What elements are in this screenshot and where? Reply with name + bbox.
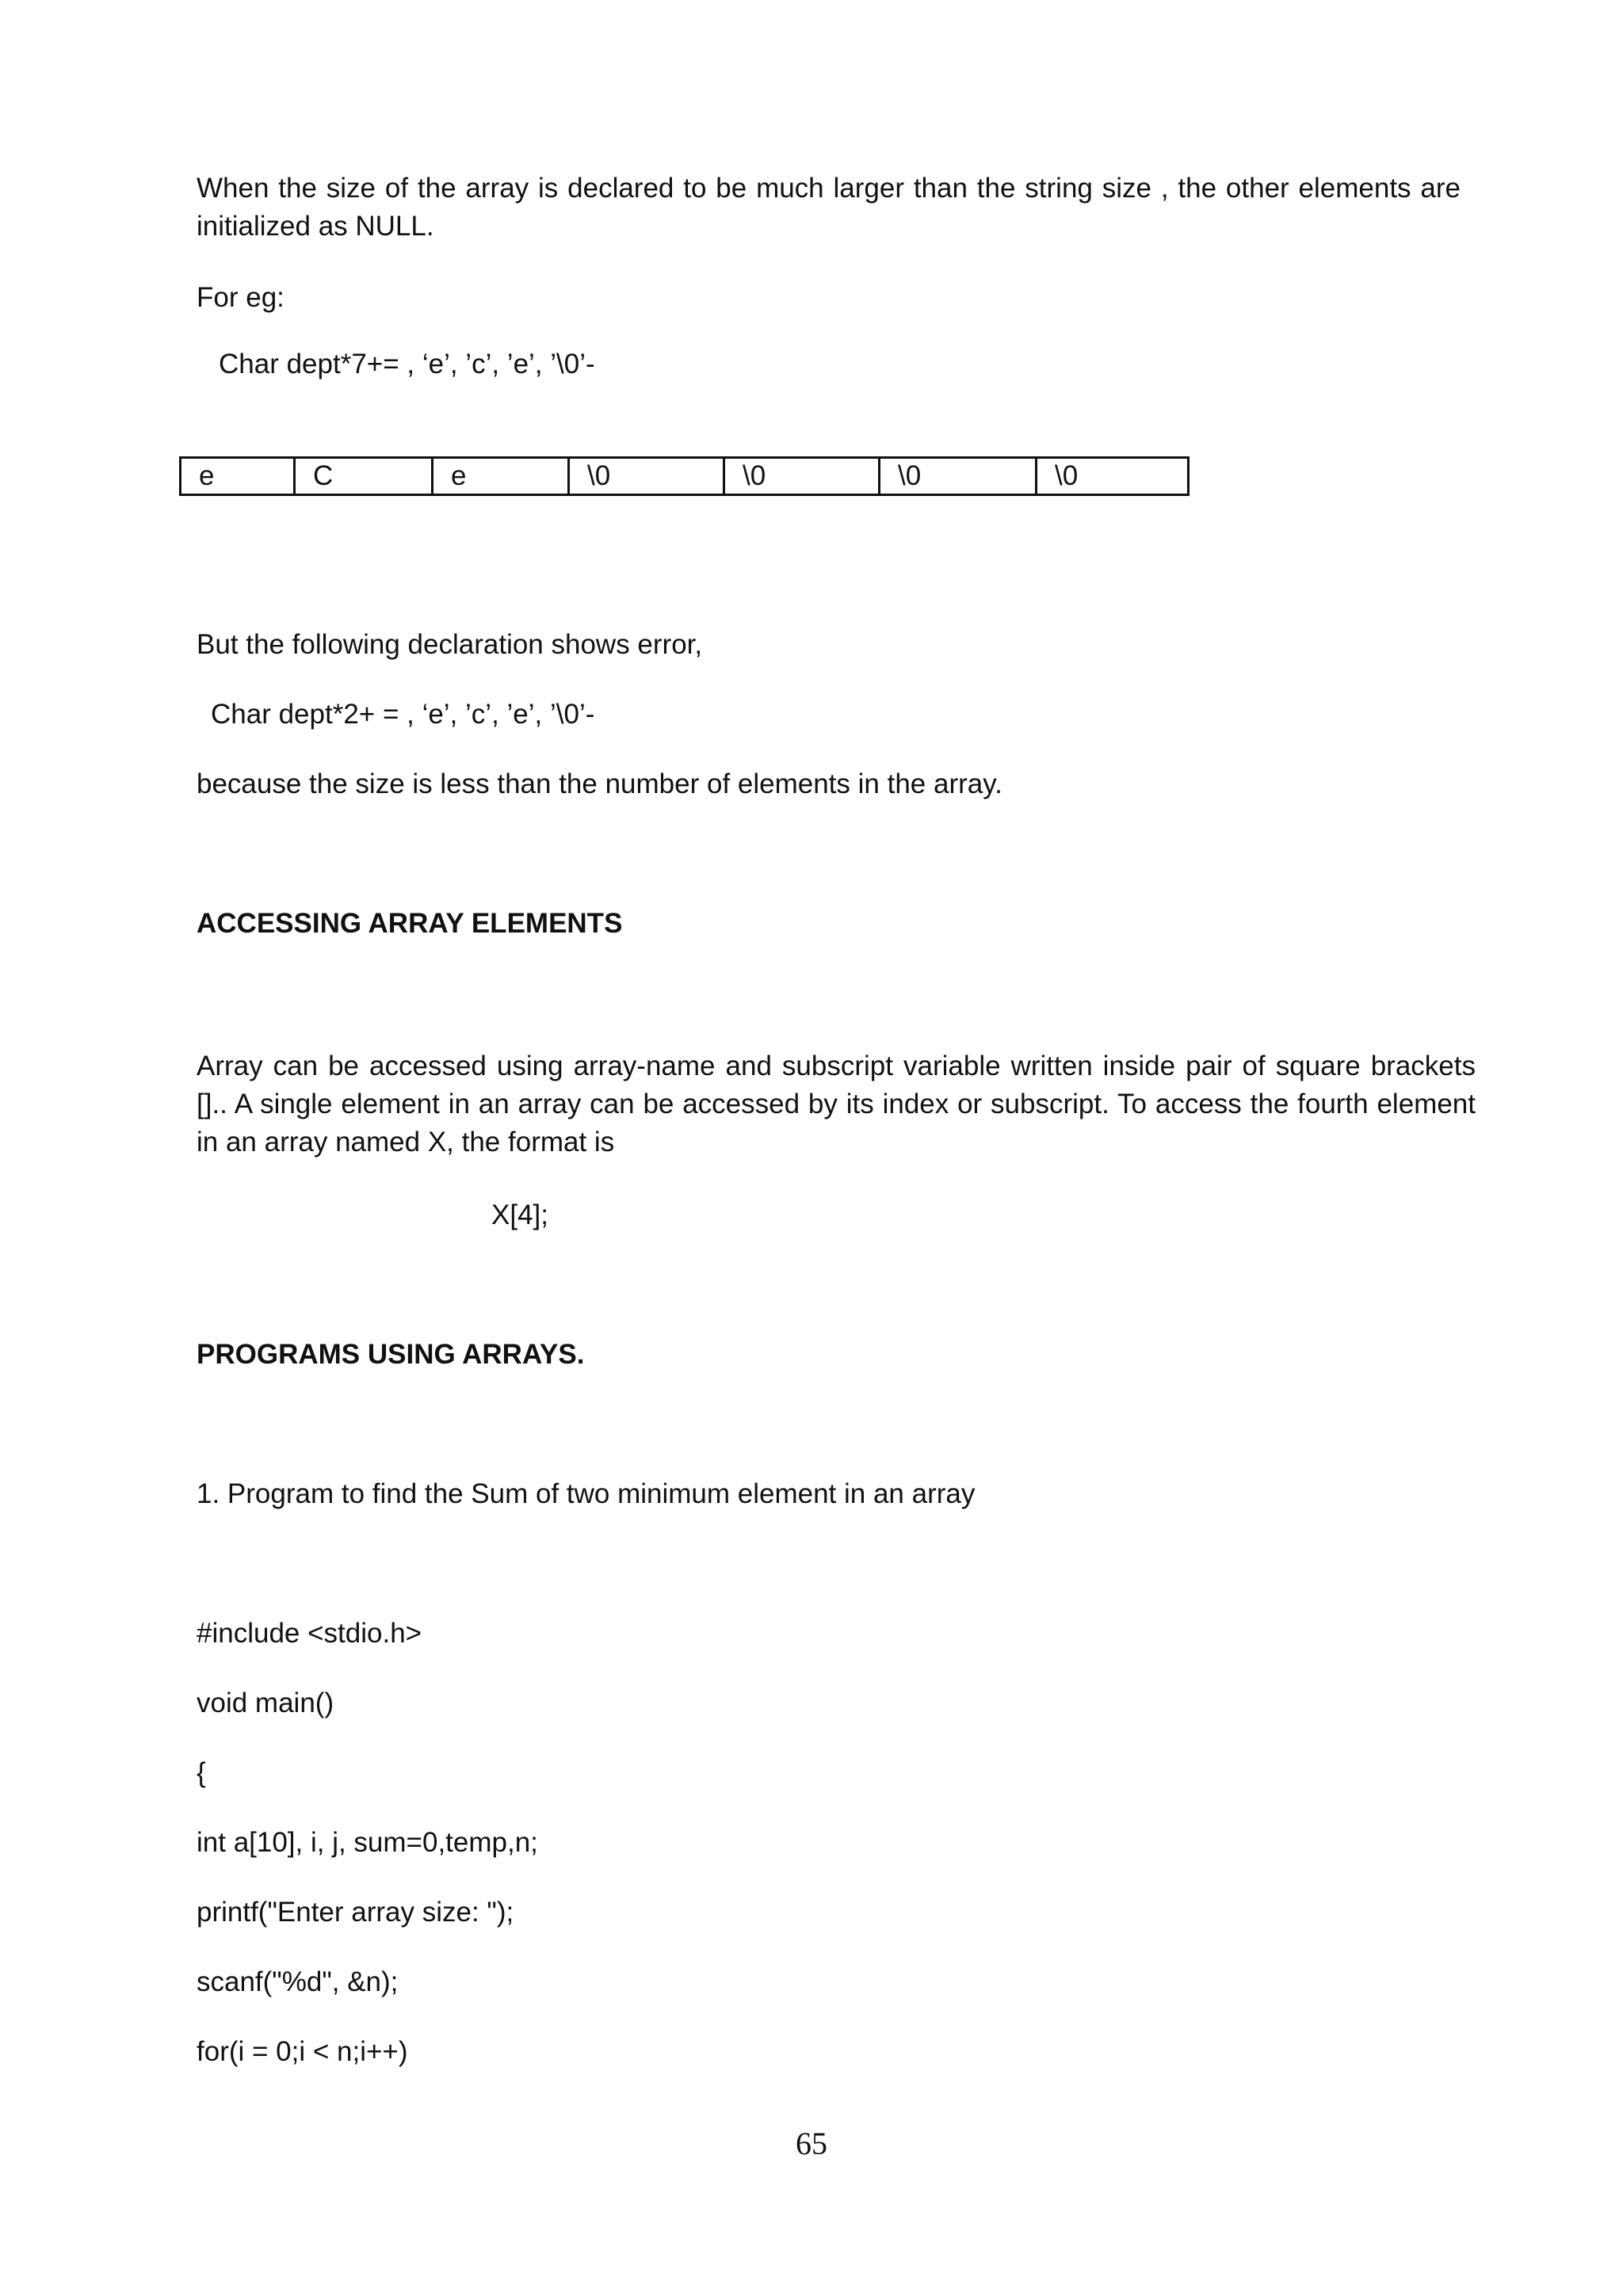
intro-paragraph: When the size of the array is declared to be much larger than the string size , the other elements are initialized as NULL. (197, 173, 1461, 242)
code-line: { (197, 1757, 206, 1788)
error-reason: because the size is less than the number of elements in the array. (197, 769, 1002, 799)
array-cells-row (181, 458, 1189, 495)
for-example-label: For eg: (197, 282, 285, 313)
array-cell: e (181, 458, 295, 495)
array-cell: \0 (569, 458, 724, 495)
array-cell: \0 (724, 458, 880, 495)
code-line: printf("Enter array size: "); (197, 1897, 514, 1928)
accessing-example: X[4]; (491, 1199, 548, 1230)
array-cell: \0 (1037, 458, 1189, 495)
array-cell: \0 (880, 458, 1037, 495)
section-heading-accessing: ACCESSING ARRAY ELEMENTS (197, 908, 623, 939)
page-number: 65 (796, 2126, 827, 2161)
code-line: void main() (197, 1688, 334, 1718)
array-cell: C (295, 458, 433, 495)
code-line: scanf("%d", &n); (197, 1966, 399, 1997)
code-line: #include <stdio.h> (197, 1618, 422, 1649)
code-line: for(i = 0;i < n;i++) (197, 2036, 408, 2067)
section-heading-programs: PROGRAMS USING ARRAYS. (197, 1339, 585, 1370)
array-cells-table (179, 456, 1190, 496)
error-declaration: Char dept*2+ = , ‘e’, ’c’, ’e’, ’\0’- (211, 699, 595, 730)
array-declaration-example: Char dept*7+= , ‘e’, ’c’, ’e’, ’\0’- (219, 349, 595, 379)
code-line: int a[10], i, j, sum=0,temp,n; (197, 1827, 538, 1858)
array-cell: e (433, 458, 569, 495)
error-intro: But the following declaration shows error, (197, 629, 703, 660)
program-title: 1. Program to find the Sum of two minimum element in an array (197, 1478, 976, 1509)
accessing-paragraph: Array can be accessed using array-name and subscript variable written inside pair of square brackets [].. A single element in an array can be accessed by its index or subscript. To access the fourth element in an array named X, the format is (197, 1051, 1476, 1158)
